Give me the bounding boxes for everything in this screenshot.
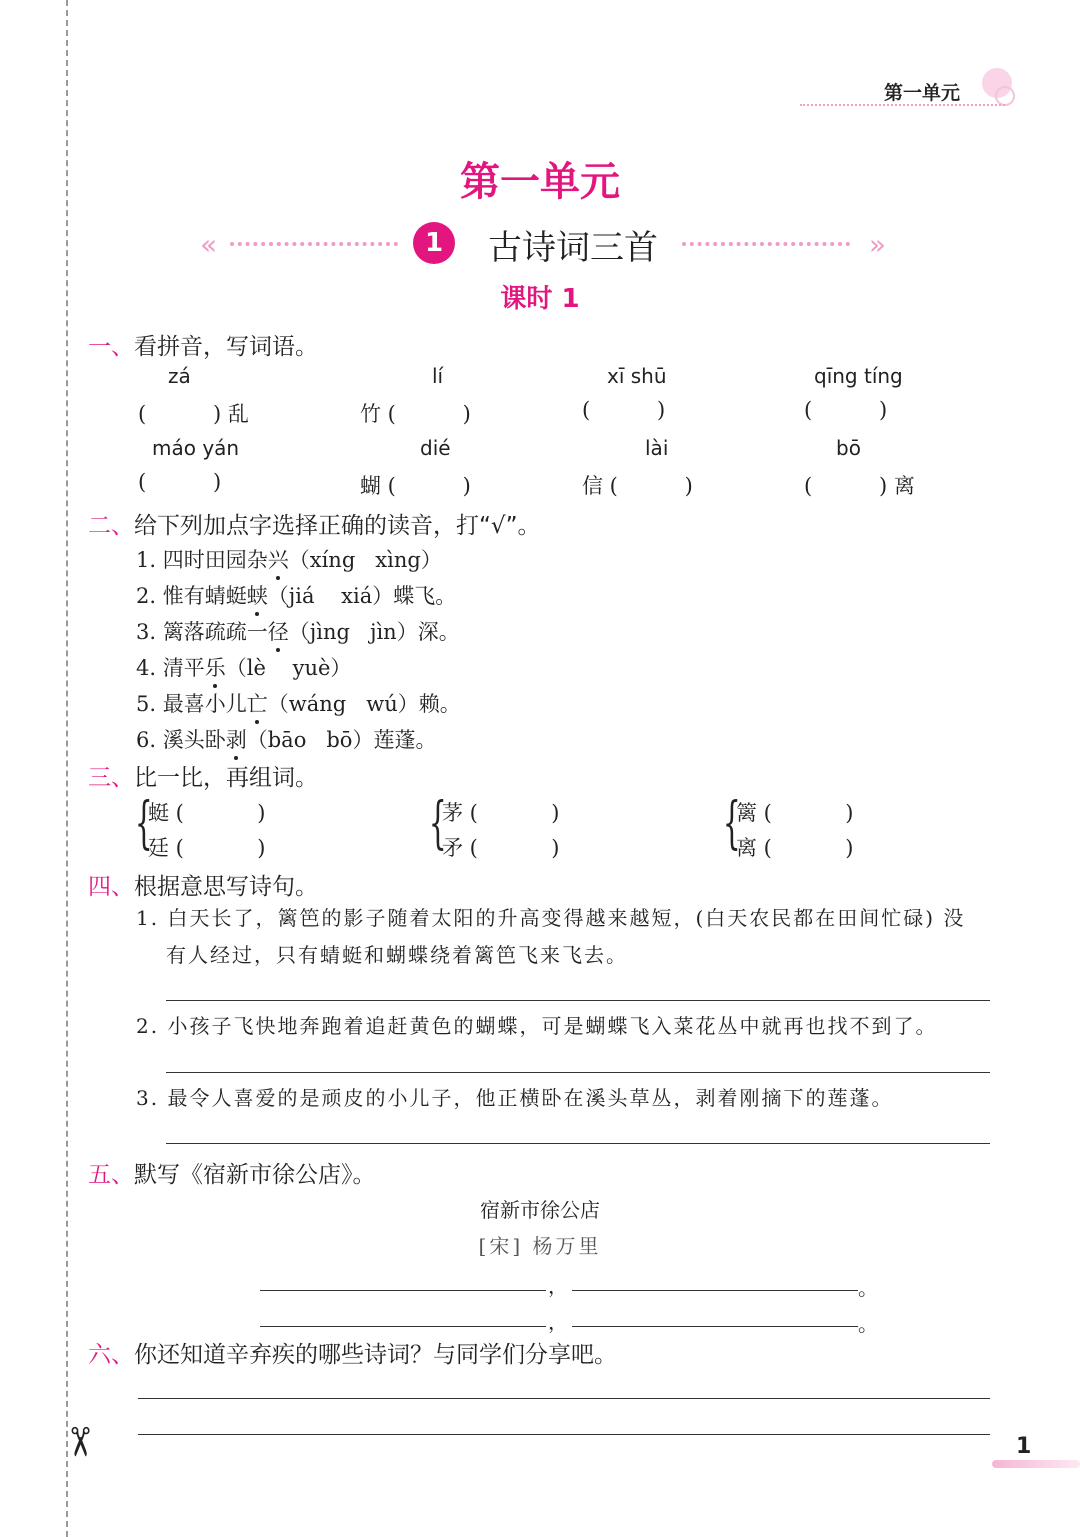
section-2-heading	[88, 507, 541, 540]
dotted-rule-left	[230, 242, 398, 246]
reading-question	[136, 652, 351, 682]
pinyin-options[interactable]: （jìng jìn）深。	[288, 620, 460, 644]
section-5-heading	[88, 1156, 376, 1189]
section-number: 五、	[88, 1162, 134, 1188]
flower-outline-icon	[995, 86, 1015, 106]
dotted-character: 径	[267, 620, 289, 644]
comma: ，	[548, 1310, 568, 1334]
pinyin: bō	[836, 436, 861, 460]
pinyin-options[interactable]: （lè yuè）	[225, 656, 352, 680]
reading-question	[136, 724, 436, 754]
answer-blank[interactable]: 竹 ( )	[360, 402, 471, 426]
lesson-title: 古诗词三首	[488, 228, 658, 268]
reading-question	[136, 688, 461, 718]
poem-answer-line[interactable]	[260, 1326, 546, 1327]
page-number: 1	[1016, 1434, 1032, 1459]
unit-title: 第一单元	[460, 159, 620, 205]
pinyin: xī shū	[607, 364, 667, 388]
compare-word-blank[interactable]: 蜓 ( )	[148, 801, 266, 825]
poem-answer-line[interactable]	[572, 1326, 858, 1327]
dotted-character: 兴	[267, 548, 289, 572]
dotted-rule-right	[682, 242, 850, 246]
meaning-question-1: 1. 白天长了，篱笆的影子随着太阳的升高变得越来越短，(白天农民都在田间忙碌) 没	[136, 906, 966, 930]
answer-line[interactable]	[166, 1143, 990, 1144]
answer-blank[interactable]: 蝴 ( )	[360, 474, 471, 498]
pinyin: zá	[168, 364, 191, 388]
answer-blank[interactable]: 信 ( )	[582, 474, 693, 498]
pinyin-options[interactable]: （bāo bō）莲蓬。	[246, 728, 437, 752]
reading-question	[136, 580, 456, 610]
brace: {	[134, 791, 153, 856]
question-text: 篱落疏疏一	[162, 620, 268, 644]
question-number: 4.	[136, 656, 157, 680]
compare-word-blank[interactable]: 矛 ( )	[442, 836, 560, 860]
answer-blank[interactable]: ( ) 乱	[138, 402, 249, 426]
poem-answer-line[interactable]	[572, 1290, 858, 1291]
dotted-character: 剥	[225, 728, 247, 752]
section-number: 二、	[88, 513, 134, 539]
section-number: 四、	[88, 874, 134, 900]
pinyin: dié	[420, 436, 451, 460]
answer-line[interactable]	[166, 1000, 990, 1001]
compare-word-blank[interactable]: 离 ( )	[736, 836, 854, 860]
section-6-heading	[88, 1336, 617, 1369]
answer-line[interactable]	[138, 1398, 990, 1399]
period-label: 课时 1	[500, 284, 580, 314]
dotted-character: 亡	[246, 692, 268, 716]
question-number: 5.	[136, 692, 157, 716]
reading-question	[136, 544, 442, 574]
poem-answer-line[interactable]	[260, 1290, 546, 1291]
period-mark: 。	[858, 1312, 878, 1336]
brace: {	[722, 791, 741, 856]
pinyin: máo yán	[152, 436, 240, 460]
question-text: 溪头卧	[162, 728, 226, 752]
section-title: 比一比，再组词。	[134, 765, 318, 791]
answer-blank[interactable]: ( )	[804, 398, 888, 422]
double-chevron-left-icon: «	[200, 228, 212, 261]
compare-word-blank[interactable]: 篱 ( )	[736, 801, 854, 825]
pinyin-options[interactable]: （jiá xiá）蝶飞。	[267, 584, 457, 608]
meaning-question-1-continued: 有人经过，只有蜻蜓和蝴蝶绕着篱笆飞来飞去。	[166, 943, 628, 967]
question-number: 2.	[136, 584, 157, 608]
comma: ，	[548, 1274, 568, 1298]
section-number: 三、	[88, 765, 134, 791]
dotted-character: 蛱	[246, 584, 268, 608]
question-number: 6.	[136, 728, 157, 752]
meaning-question-2: 2. 小孩子飞快地奔跑着追赶黄色的蝴蝶，可是蝴蝶飞入菜花丛中就再也找不到了。	[136, 1014, 938, 1038]
question-text: 惟有蜻蜓	[162, 584, 247, 608]
lesson-heading	[200, 220, 880, 268]
poem-author: [宋] 杨万里	[478, 1234, 602, 1258]
section-3-heading	[88, 759, 318, 792]
lesson-number: 1	[413, 222, 455, 264]
pinyin-options[interactable]: （xíng xìng）	[288, 548, 442, 572]
section-title: 默写《宿新市徐公店》。	[134, 1162, 376, 1188]
section-1-heading	[88, 328, 318, 361]
question-text: 最喜小儿	[162, 692, 247, 716]
scissors-icon: ✂	[55, 1425, 102, 1459]
meaning-question-3: 3. 最令人喜爱的是顽皮的小儿子，他正横卧在溪头草丛，剥着刚摘下的莲蓬。	[136, 1086, 894, 1110]
section-title: 看拼音，写词语。	[134, 334, 318, 360]
header-unit-label: 第一单元	[884, 82, 961, 104]
answer-line[interactable]	[138, 1434, 990, 1435]
pinyin: lí	[432, 364, 444, 388]
section-title: 给下列加点字选择正确的读音，打“√”。	[134, 513, 541, 539]
cut-line	[66, 0, 68, 1537]
answer-line[interactable]	[166, 1072, 990, 1073]
page-number-bar	[992, 1460, 1080, 1468]
answer-blank[interactable]: ( )	[582, 398, 666, 422]
section-title: 你还知道辛弃疾的哪些诗词？与同学们分享吧。	[134, 1342, 617, 1368]
dotted-character: 乐	[204, 656, 226, 680]
section-title: 根据意思写诗句。	[134, 874, 318, 900]
question-text: 四时田园杂	[162, 548, 268, 572]
pinyin: lài	[645, 436, 669, 460]
question-text: 清平	[162, 656, 205, 680]
double-chevron-right-icon: »	[868, 228, 880, 261]
question-number: 3.	[136, 620, 157, 644]
compare-word-blank[interactable]: 茅 ( )	[442, 801, 560, 825]
header-divider	[800, 104, 1005, 106]
period-mark: 。	[858, 1276, 878, 1300]
question-number: 1.	[136, 548, 157, 572]
reading-question	[136, 616, 460, 646]
section-4-heading	[88, 868, 318, 901]
answer-blank[interactable]: ( )	[138, 470, 222, 494]
section-number: 一、	[88, 334, 134, 360]
pinyin: qīng tíng	[814, 364, 903, 388]
pinyin-options[interactable]: （wáng wú）赖。	[267, 692, 461, 716]
compare-word-blank[interactable]: 廷 ( )	[148, 836, 266, 860]
section-number: 六、	[88, 1342, 134, 1368]
brace: {	[428, 791, 447, 856]
answer-blank[interactable]: ( ) 离	[804, 474, 915, 498]
poem-title: 宿新市徐公店	[480, 1198, 600, 1222]
